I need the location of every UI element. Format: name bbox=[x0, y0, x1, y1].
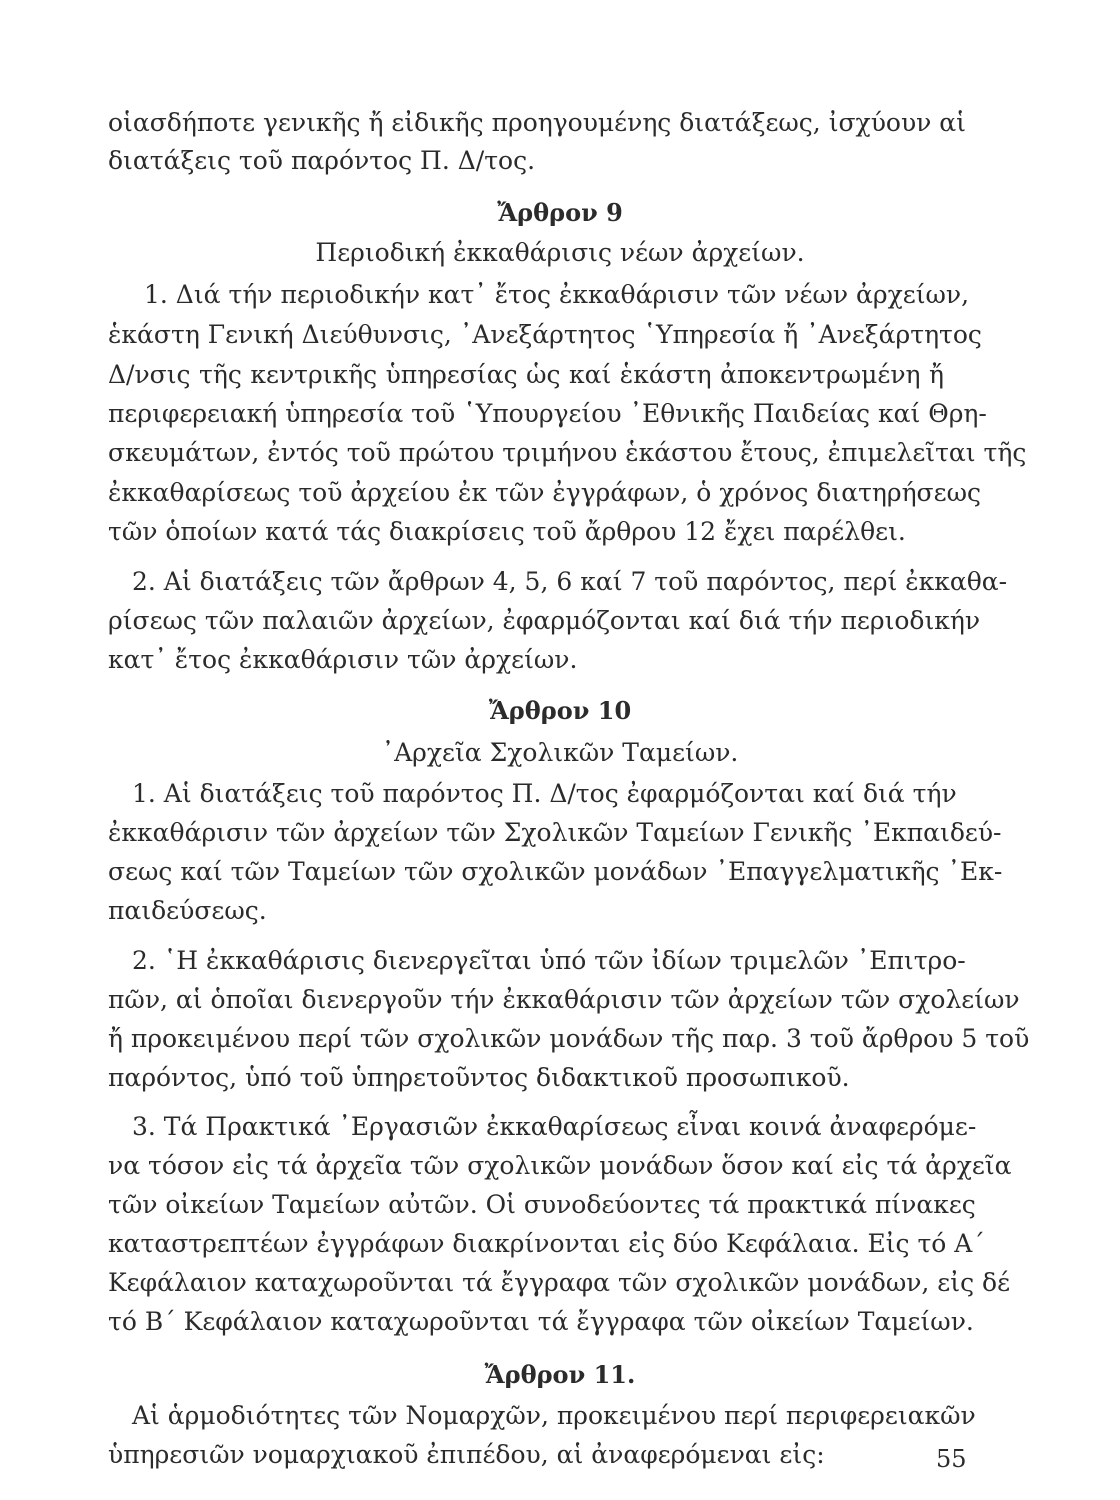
article-10-para-2-line-3: ἤ προκειμένου περί τῶν σχολικῶν μονάδων τῆς παρ. 3 τοῦ ἄρθρου 5 τοῦ bbox=[108, 1024, 1030, 1053]
article-10-title: ᾽Αρχεῖα Σχολικῶν Ταμείων. bbox=[381, 738, 739, 767]
article-10-para-1-line-2: ἐκκαθάρισιν τῶν ἀρχείων τῶν Σχολικῶν Ταμείων Γενικῆς ᾽Εκπαιδεύ- bbox=[108, 818, 1002, 847]
article-9-para-1-line-6: ἐκκαθαρίσεως τοῦ ἀρχείου ἐκ τῶν ἐγγράφων, ὁ χρόνος διατηρήσεως bbox=[108, 478, 981, 507]
article-10-para-3-line-5: Κεφάλαιον καταχωροῦνται τά ἔγγραφα τῶν σχολικῶν μονάδων, εἰς δέ bbox=[108, 1268, 1011, 1297]
intro-line-1: οἱασδήποτε γενικῆς ἤ εἰδικῆς προηγουμένης διατάξεως, ἰσχύουν αἱ bbox=[108, 108, 966, 137]
article-11-heading: Ἄρθρον 11. bbox=[484, 1360, 636, 1389]
article-9-para-2-line-3: κατ᾽ ἔτος ἐκκαθάρισιν τῶν ἀρχείων. bbox=[108, 645, 578, 674]
article-11-para-1-line-1: Αἱ ἁρμοδιότητες τῶν Νομαρχῶν, προκειμένου περί περιφερειακῶν bbox=[132, 1401, 976, 1430]
article-9-heading: Ἄρθρον 9 bbox=[497, 198, 623, 227]
article-10-heading: Ἄρθρον 10 bbox=[488, 696, 632, 725]
article-10-para-3-line-1: 3. Τά Πρακτικά ᾽Εργασιῶν ἐκκαθαρίσεως εἶναι κοινά ἀναφερόμε- bbox=[132, 1112, 977, 1141]
article-9-para-1-line-3: Δ/νσις τῆς κεντρικῆς ὑπηρεσίας ὡς καί ἑκάστη ἀποκεντρωμένη ἤ bbox=[108, 360, 944, 389]
article-10-para-1-line-4: παιδεύσεως. bbox=[108, 896, 267, 925]
intro-line-2: διατάξεις τοῦ παρόντος Π. Δ/τος. bbox=[108, 146, 536, 175]
article-10-para-2-line-1: 2. ῾Η ἐκκαθάρισις διενεργεῖται ὑπό τῶν ἰδίων τριμελῶν ᾽Επιτρο- bbox=[132, 946, 966, 975]
article-9-para-2-line-1: 2. Αἱ διατάξεις τῶν ἄρθρων 4, 5, 6 καί 7 τοῦ παρόντος, περί ἐκκαθα- bbox=[132, 567, 1008, 596]
article-10-para-2-line-2: πῶν, αἱ ὁποῖαι διενεργοῦν τήν ἐκκαθάρισιν τῶν ἀρχείων τῶν σχολείων bbox=[108, 985, 1020, 1014]
article-9-para-1-line-4: περιφερειακή ὑπηρεσία τοῦ ῾Υπουργείου ᾽Εθνικῆς Παιδείας καί Θρη- bbox=[108, 399, 987, 428]
article-10-para-3-line-2: να τόσον εἰς τά ἀρχεῖα τῶν σχολικῶν μονάδων ὅσον καί εἰς τά ἀρχεῖα bbox=[108, 1151, 1012, 1180]
article-9-para-1-line-7: τῶν ὁποίων κατά τάς διακρίσεις τοῦ ἄρθρου 12 ἔχει παρέλθει. bbox=[108, 517, 906, 546]
article-9-para-1-line-5: σκευμάτων, ἐντός τοῦ πρώτου τριμήνου ἑκάστου ἔτους, ἐπιμελεῖται τῆς bbox=[108, 438, 1027, 467]
page-number: 55 bbox=[936, 1445, 967, 1473]
article-9-title: Περιοδική ἐκκαθάρισις νέων ἀρχείων. bbox=[315, 238, 805, 267]
article-9-para-1-line-2: ἑκάστη Γενική Διεύθυνσις, ᾽Ανεξάρτητος ῾Υπηρεσία ἤ ᾽Ανεξάρτητος bbox=[108, 320, 982, 349]
article-10-para-3-line-3: τῶν οἰκείων Ταμείων αὐτῶν. Οἱ συνοδεύοντες τά πρακτικά πίνακες bbox=[108, 1190, 976, 1219]
article-9-para-2-line-2: ρίσεως τῶν παλαιῶν ἀρχείων, ἐφαρμόζονται καί διά τήν περιοδικήν bbox=[108, 606, 981, 635]
article-9-para-1-line-1: 1. Διά τήν περιοδικήν κατ᾽ ἔτος ἐκκαθάρισιν τῶν νέων ἀρχείων, bbox=[144, 280, 970, 309]
article-10-para-3-line-4: καταστρεπτέων ἐγγράφων διακρίνονται εἰς δύο Κεφάλαια. Εἰς τό Α΄ bbox=[108, 1229, 985, 1258]
article-11-para-1-line-2: ὑπηρεσιῶν νομαρχιακοῦ ἐπιπέδου, αἱ ἀναφερόμεναι εἰς: bbox=[108, 1440, 825, 1469]
article-10-para-1-line-3: σεως καί τῶν Ταμείων τῶν σχολικῶν μονάδων ᾽Επαγγελματικῆς ᾽Εκ- bbox=[108, 857, 1003, 886]
article-10-para-1-line-1: 1. Αἱ διατάξεις τοῦ παρόντος Π. Δ/τος ἐφαρμόζονται καί διά τήν bbox=[132, 779, 957, 808]
article-10-para-2-line-4: παρόντος, ὑπό τοῦ ὑπηρετοῦντος διδακτικοῦ προσωπικοῦ. bbox=[108, 1063, 850, 1092]
article-10-para-3-line-6: τό Β΄ Κεφάλαιον καταχωροῦνται τά ἔγγραφα τῶν οἰκείων Ταμείων. bbox=[108, 1307, 974, 1336]
